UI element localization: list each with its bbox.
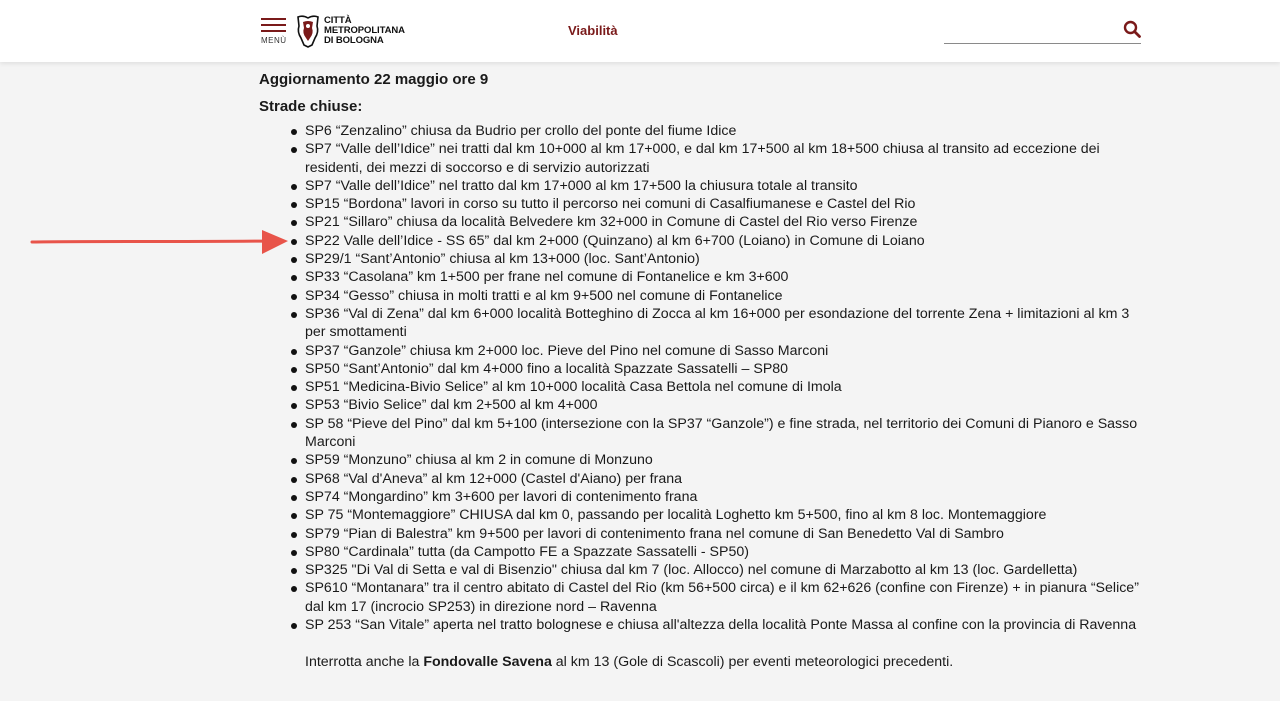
logo[interactable] — [295, 13, 405, 49]
nav-link-viabilita[interactable]: Viabilità — [568, 23, 618, 38]
menu-label: MENÙ — [261, 36, 287, 45]
closed-roads-list — [285, 122, 1159, 634]
list-item: SP51 “Medicina-Bivio Selice” al km 10+000 località Casa Bettola nel comune di Imola — [285, 378, 1145, 396]
arrow-annotation — [30, 228, 292, 258]
list-item: SP610 “Montanara” tra il centro abitato di Castel del Rio (km 56+500 circa) e il km 62+626 (confine con Firenze) + in pianura “Selice” dal km 17 (incrocio SP253) in direzione nord – Ravenna — [285, 579, 1145, 616]
logo-text — [324, 16, 405, 46]
list-item: SP7 “Valle dell’Idice” nel tratto dal km 17+000 al km 17+500 la chiusura totale al transito — [285, 177, 1145, 195]
list-item: SP15 “Bordona” lavori in corso su tutto il percorso nei comuni di Casalfiumanese e Castel del Rio — [285, 195, 1145, 213]
list-item: SP 75 “Montemaggiore” CHIUSA dal km 0, passando per località Loghetto km 5+500, fino al km 8 loc. Montemaggiore — [285, 506, 1145, 524]
main-content — [259, 70, 1159, 671]
search-input[interactable] — [944, 17, 1114, 43]
list-item: SP34 “Gesso” chiusa in molti tratti e al km 9+500 nel comune di Fontanelice — [285, 287, 1145, 305]
list-item: SP22 Valle dell’Idice - SS 65” dal km 2+000 (Quinzano) al km 6+700 (Loiano) in Comune di Loiano — [285, 232, 1145, 250]
list-item: SP 58 “Pieve del Pino” dal km 5+100 (intersezione con la SP37 “Ganzole”) e fine strada, nel territorio dei Comuni di Pianoro e Sasso Marconi — [285, 415, 1145, 452]
list-item: SP21 “Sillaro” chiusa da località Belvedere km 32+000 in Comune di Castel del Rio verso Firenze — [285, 213, 1145, 231]
update-title: Aggiornamento 22 maggio ore 9 — [259, 71, 489, 88]
note-prefix: Interrotta anche la — [305, 654, 424, 671]
note-highlight: Fondovalle Savena — [423, 654, 552, 671]
list-item: SP33 “Casolana” km 1+500 per frane nel comune di Fontanelice e km 3+600 — [285, 268, 1145, 286]
note-suffix: al km 13 (Gole di Scascoli) per eventi meteorologici precedenti. — [551, 654, 954, 671]
logo-icon — [295, 14, 321, 48]
list-item: SP29/1 “Sant’Antonio” chiusa al km 13+000 (loc. Sant’Antonio) — [285, 250, 1145, 268]
section-title: Strade chiuse: — [259, 98, 363, 115]
search-icon[interactable] — [1123, 20, 1141, 38]
menu-icon-bar — [261, 24, 286, 26]
list-item: SP53 “Bivio Selice” dal km 2+500 al km 4+000 — [285, 396, 1145, 414]
list-item: SP74 “Mongardino” km 3+600 per lavori di contenimento frana — [285, 488, 1145, 506]
logo-line-1: CITTÀ — [324, 15, 352, 26]
menu-icon-bar — [261, 30, 286, 32]
search-box — [944, 17, 1141, 44]
logo-line-2: METROPOLITANA — [324, 25, 405, 36]
additional-note — [305, 653, 1159, 671]
list-item: SP 253 “San Vitale” aperta nel tratto bolognese e chiusa all'altezza della località Ponte Massa al confine con la provincia di Ravenna — [285, 616, 1145, 634]
list-item: SP6 “Zenzalino” chiusa da Budrio per crollo del ponte del fiume Idice — [285, 122, 1145, 140]
list-item: SP7 “Valle dell’Idice” nei tratti dal km 10+000 al km 17+000, e dal km 17+500 al km 18+500 chiusa al transito ad eccezione dei residenti, dei mezzi di soccorso e di servizio autorizzati — [285, 140, 1145, 177]
list-item: SP37 “Ganzole” chiusa km 2+000 loc. Pieve del Pino nel comune di Sasso Marconi — [285, 342, 1145, 360]
list-item: SP80 “Cardinala” tutta (da Campotto FE a Spazzate Sassatelli - SP50) — [285, 543, 1145, 561]
menu-button[interactable] — [261, 16, 287, 46]
list-item: SP325 "Di Val di Setta e val di Bisenzio" chiusa dal km 7 (loc. Allocco) nel comune di Marzabotto al km 13 (loc. Gardelletta) — [285, 561, 1145, 579]
list-item: SP50 “Sant’Antonio” dal km 4+000 fino a località Spazzate Sassatelli – SP80 — [285, 360, 1145, 378]
list-item: SP59 “Monzuno” chiusa al km 2 in comune di Monzuno — [285, 451, 1145, 469]
menu-icon — [261, 18, 286, 20]
list-item: SP79 “Pian di Balestra” km 9+500 per lavori di contenimento frana nel comune di San Benedetto Val di Sambro — [285, 525, 1145, 543]
top-bar — [0, 0, 1280, 62]
list-item: SP68 “Val d'Aneva” al km 12+000 (Castel d'Aiano) per frana — [285, 470, 1145, 488]
logo-line-3: DI BOLOGNA — [324, 35, 384, 46]
list-item: SP36 “Val di Zena” dal km 6+000 località Botteghino di Zocca al km 16+000 per esondazione del torrente Zena + limitazioni al km 3 per smottamenti — [285, 305, 1145, 342]
